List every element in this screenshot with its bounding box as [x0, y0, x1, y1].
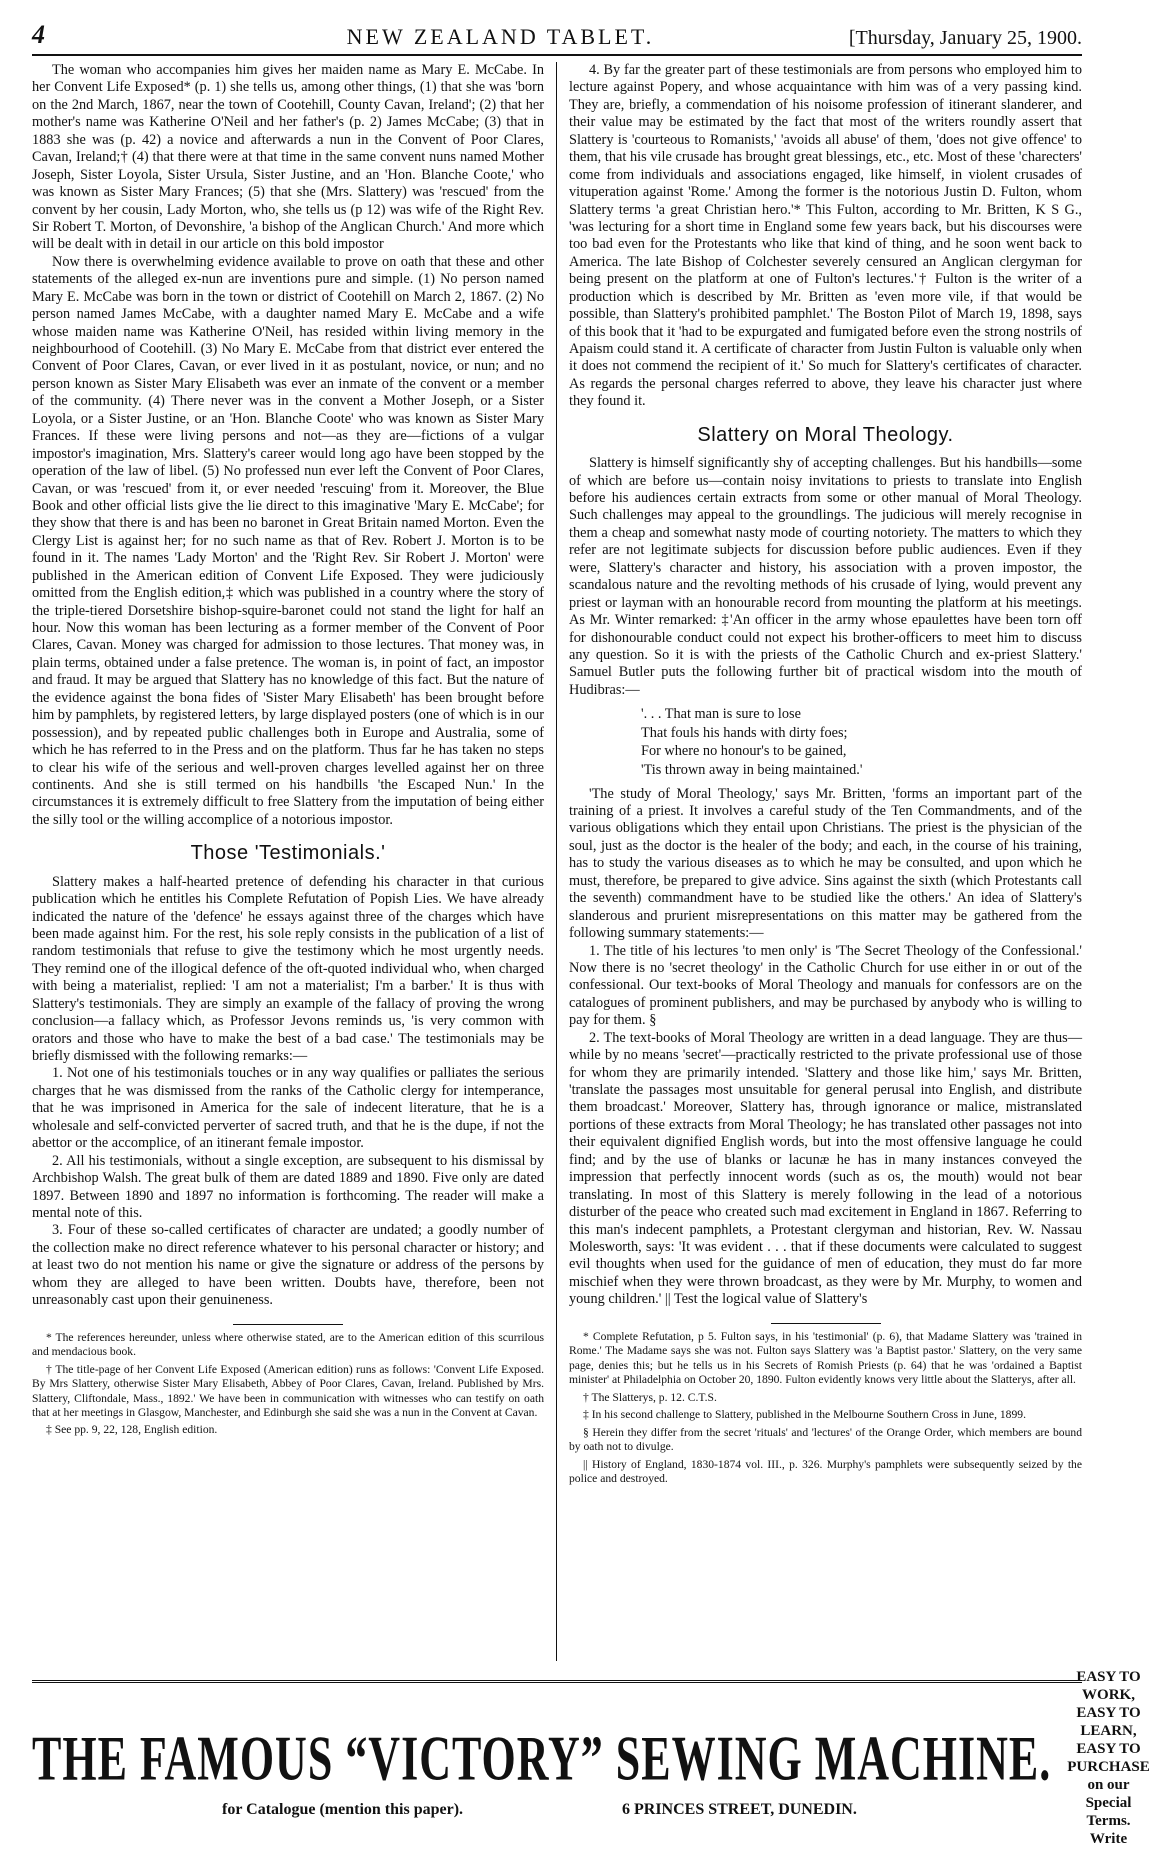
paragraph: Now there is overwhelming evidence available to prove on oath that these and other statements of the alleged ex-nun are inventions pure and simple. (1) No person named Mary E. McCabe was born in the town or district of Cootehill on March 2, 1867. (2) No person named James McCabe, with a daughter named Mary E. McCabe and a wife whose maiden name was Katherine O'Neil, has resided within living memory in the neighbourhood of Cootehill. (3) No Mary E. McCabe from that district ever entered the Convent of Poor Clares, Cavan, or ever lived in it as postulant, novice, or nun; and no person known as Sister Mary Elisabeth was ever an inmate of the convent or a member of the community. (4) There never was in the convent a Mother Joseph, or a Sister Loyola, or a Sister Justine, or an 'Hon. Blanche Coote' who was known as Sister Mary Frances. If these were living persons and not—as they are—fictions of a vulgar impostor's imagination, Mrs. Slattery's career would long ago have been stopped by the operation of the law of libel. (5) No professed nun ever left the Convent of Poor Clares, Cavan, or was 'rescued' from it, or ever needed 'rescuing' from it. Moreover, the Blue Book and other official lists give the lie direct to this imaginative 'Mary E. McCabe'; for they show that there is and has been no baronet in Great Britain named Morton. Even the Clergy List is against her; for no such name as that of Rev. Robert J. Morton is to be found in it. The names 'Lady Morton' and the 'Right Rev. Sir Robert J. Morton' were published in the American edition of Convent Life Exposed. They were judiciously omitted from the English edition,‡ which was published in a country where the story of the triple-tiered Dorsetshire bishop-squire-baronet could not stand the light for half an hour. Now this woman has been lecturing as a former member of the Convent of Poor Clares, Cavan. Money was charged for admission to those lectures. That money was, in plain terms, obtained under a false pretence. The woman is, in point of fact, an impostor and fraud. It may be argued that Slattery has no knowledge of this fact. But the nature of the evidence against the bona fides of 'Sister Mary Elisabeth' has been brought before him by pamphlets, by registered letters, by large displayed posters (one of which is in our possession), and by repeated public challenges both in Europe and Australia, some of which he has referred to in the Press and on the platform. Thus far he has taken no steps to clear his wife of the serious and well-proven charges levelled against her on three continents. And she is still termed on his handbills 'the Escaped Nun.' In the circumstances it is extremely difficult to free Slattery from the imputation of being either the silly tool or the willing accomplice of a notorious impostor.: [32, 253, 544, 828]
footnotes-right: [569, 1330, 1082, 1487]
paragraph: 'The study of Moral Theology,' says Mr. Britten, 'forms an important part of the training of a priest. It involves a careful study of the Ten Commandments, and of the various obligations which they entail upon Christians. The priest is the physician of the soul, just as the doctor is the healer of the body; and each, in the course of his training, has to study the various diseases as to which he may be consulted, and upon which he must, therefore, be prepared to give advice. Sins against the sixth (which Protestants call the seventh) commandment have to be studied like the others.' An idea of Slattery's slanderous and prurient misrepresentations on this matter may be gathered from the following summary statements:—: [569, 785, 1082, 942]
paragraph: 2. The text-books of Moral Theology are written in a dead language. They are thus—while by no means 'secret'—practically restricted to the private professional use of those for whom they are primarily intended. 'Slattery and those like him,' says Mr. Britten, 'translate the passages most unsuitable for general perusal into English, and distribute them broadcast.' Moreover, Slattery has, through ignorance or malice, mistranslated portions of these extracts from Moral Theology; he has translated other passages not into their equivalent dignified English words, but into the most offensive language he could find; and by the use of blanks or lacunæ he has in many instances conveyed the impression that perfectly innocent words (such as os, the mouth) would not bear translating. In most of this Slattery is merely following in the lead of a notorious disturber of the peace who created such mad excitement in England in 1867. Referring to this man's indecent pamphlets, a Protestant clergyman and historian, Rev. W. Nassau Molesworth, says: 'It was evident . . . that if these documents were calculated to suggest evil thoughts when used for the guidance of men of education, they must do far more mischief when they were thrown broadcast, as they were by Mr. Murphy, to women and young children.' || Test the logical value of Slattery's: [569, 1029, 1082, 1308]
masthead: [32, 14, 1082, 56]
footnote: † The title-page of her Convent Life Exposed (American edition) runs as follows: 'Convent Life Exposed. By Mrs Slattery, otherwise Sister Mary Elisabeth, Abbey of Poor Clares, Cavan, Ireland. Published by Mrs. Slattery, Cliftondale, Mass., 1892.' We have been in communication with witnesses who can testify on oath that at her meetings in Glasgow, Manchester, and Edinburgh she said she was a nun in the Convent at Cavan.: [32, 1362, 544, 1419]
paragraph: 4. By far the greater part of these testimonials are from persons who employed him to lecture against Popery, and whose acquaintance with him was of a very passing kind. They are, briefly, a commendation of his noisome profession of itinerant slanderer, and their value may be estimated by the fact that most of the writers roundly assert that Slattery is 'courteous to Romanists,' 'avoids all abuse' of them, 'does not give offence' to them, that his vile crusade has brought great blessings, etc., etc. Most of these 'charecters' come from individuals and associations engaged, like himself, in violent crusades of vituperation against 'Rome.' Among the former is the notorious Justin D. Fulton, whom Slattery terms 'a great Christian hero.'* This Fulton, according to Mr. Britten, K S G., 'was lecturing for a short time in England some few years back, but his discourses were too bad even for the Protestants who like that kind of thing, and he soon went back to America. The late Bishop of Colchester severely censured an Anglican clergyman for being present on the platform at one of Fulton's lectures.'† Fulton is the writer of a production which is described by Mr. Britten as 'even more vile, if that would be possible, than Slattery's prohibited pamphlet.' The Boston Pilot of March 19, 1898, says of this book that it 'had to be expurgated and fumigated before even the strong nostrils of Apaism could stand it. A certificate of character from Justin Fulton is valuable only when it does not commend the recipient of it.' So much for Slattery's certificates of character. As regards the personal charges referred to above, they leave his character just where they found it.: [569, 62, 1082, 410]
sewing-machine-advertisement: [32, 1669, 1150, 1847]
footnote: ‡ See pp. 9, 22, 128, English edition.: [46, 1423, 218, 1437]
paragraph: 2. All his testimonials, without a single exception, are subsequent to his dismissal by Archbishop Walsh. The great bulk of them are dated 1889 and 1890. Five only are dated 1897. Between 1890 and 1897 no information is forthcoming. The reader will make a mental note of this.: [32, 1152, 544, 1221]
section-heading-testimonials: Those 'Testimonials.': [190, 842, 386, 865]
footnote: * Complete Refutation, p 5. Fulton says, in his 'testimonial' (p. 6), that Madame Slattery was 'trained in Rome.' The Madame says she was not. Fulton says Slattery was 'a Baptist pastor.' Slattery, on the very same page, denies this; but he tells us in his Secrets of Romish Priests (p. 64) that he was 'ordained a Baptist minister' at Philadelphia on October 20, 1890. Fulton evidently knows very little about the Slatterys, after all.: [569, 1329, 1082, 1387]
paragraph: The woman who accompanies him gives her maiden name as Mary E. McCabe. In her Convent Life Exposed* (p. 1) she tells us, among other things, (1) that she was 'born on the 2nd March, 1867, near the town of Cootehill, County Cavan, Ireland'; (2) that her mother's name was Katherine O'Neil and her father's (p. 2) James McCabe; (3) that in 1883 she was (p. 42) a novice and afterwards a nun in the Convent of Poor Clares, Cavan, Ireland;† (4) that there were at that time in the same convent nuns named Mother Joseph, Sister Loyola, Sister Ursula, Sister Justine, and an 'Hon. Blanche Coote,' who was known as Sister Mary Frances; (5) that she (Mrs. Slattery) was 'rescued' from the convent by her cousin, Lady Morton, who, she tells us (p 12) was wife of the Right Rev. Sir Robert T. Morton, of Devonshire, 'a bishop of the Anglican Church.' And more which will be dealt with in detail in our article on this bold impostor: [32, 62, 544, 253]
ad-address: 6 PRINCES STREET, DUNEDIN.: [622, 1801, 857, 1818]
verse-line: For where no honour's to be gained,: [641, 743, 847, 760]
ad-side-text: EASY TO WORK, EASY TO LEARN, EASY TO PURCHASE on our Special Terms. Write: [1067, 1669, 1150, 1847]
page-number: 4: [32, 20, 45, 49]
footnote: * The references hereunder, unless where otherwise stated, are to the American edition of this scurrilous and mendacious book.: [32, 1330, 544, 1359]
footnote: ‡ In his second challenge to Slattery, published in the Melbourne Southern Cross in June, 1899.: [583, 1408, 1026, 1422]
footnotes-left: [32, 1331, 544, 1438]
paragraph: 1. Not one of his testimonials touches or in any way qualifies or palliates the serious charges that he was dismissed from the ranks of the Catholic clergy for intemperance, that he was imprisoned in America for the sale of indecent literature, that he is a wholesale and self-convicted perverter of sacred truth, and that he is the dupe, if not the abettor or the accomplice, of an itinerant female impostor.: [32, 1065, 544, 1152]
newspaper-title: NEW ZEALAND TABLET.: [346, 24, 655, 49]
right-column: [557, 62, 1082, 1661]
left-column: [32, 62, 557, 1661]
paragraph: 3. Four of these so-called certificates of character are undated; a goodly number of the collection make no direct reference whatever to his personal character or history; and at least two do not mention his name or give the signature or address of the persons by whom they are alleged to have been written. Doubts have, therefore, been not unreasonably cast upon their genuineness.: [32, 1222, 544, 1309]
article-columns: [32, 62, 1082, 1661]
ad-headline: THE FAMOUS “VICTORY” SEWING MACHINE.: [32, 1722, 1052, 1794]
ad-catalogue-note: for Catalogue (mention this paper).: [222, 1801, 464, 1818]
footnote: § Herein they differ from the secret 'rituals' and 'lectures' of the Orange Order, which members are bound by oath not to divulge.: [569, 1425, 1082, 1454]
issue-date: [Thursday, January 25, 1900.: [848, 27, 1082, 49]
footnote-divider: [771, 1323, 881, 1324]
section-heading-moral-theology: Slattery on Moral Theology.: [697, 423, 954, 446]
paragraph: 1. The title of his lectures 'to men only' is 'The Secret Theology of the Confessional.' Now there is no 'secret theology' in the Catholic Church for use either in or out of the confessional. Our text-books of Moral Theology and manuals for confessors are on the catalogues of prominent publishers, and may be purchased by anybody who is willing to pay for them. §: [569, 942, 1082, 1029]
footnote: || History of England, 1830-1874 vol. III., p. 326. Murphy's pamphlets were subsequently seized by the police and destroyed.: [569, 1457, 1082, 1486]
verse-line: That fouls his hands with dirty foes;: [641, 724, 848, 741]
paragraph: Slattery makes a half-hearted pretence of defending his character in that curious publication which he entitles his Complete Refutation of Popish Lies. We have already indicated the nature of the 'defence' he essays against three of the charges which have been made against him. For the rest, his sole reply consists in the publication of a list of random testimonials that refuse to give the testimony which he most urgently needs. They remind one of the illogical defence of the oft-quoted individual who, when charged with being a materialist, replied: 'I am not a materialist; I'm a barber.' It is thus with Slattery's testimonials. They are simply an example of the fallacy of proving the wrong conclusion—a fallacy which, as Professor Jevons reminds us, 'is very common with orators and those who have to make the best of a bad case.' The testimonials may be briefly dismissed with the following remarks:—: [32, 873, 544, 1065]
verse-line: 'Tis thrown away in being maintained.': [641, 762, 863, 778]
footnote: † The Slatterys, p. 12. C.T.S.: [583, 1390, 717, 1404]
paragraph: Slattery is himself significantly shy of accepting challenges. But his handbills—some of which are before us—contain noisy invitations to priests to translate into English before his audiences certain extracts from some or other manual of Moral Theology. Such challenges may appeal to the groundlings. The judicious will merely recognise in them a cheap and somewhat nasty mode of courting notoriety. The matters to which they refer are not legitimate subjects for discussion before public audiences. Even if they were, Slattery's character and history, his association with a proven impostor, the scandalous nature and the revolting methods of his crusade of lying, would prevent any priest or layman with an honourable record from mounting the platform at his meetings. As Mr. Winter remarked: ‡'An officer in the army whose epaulettes have been torn off for dishonourable conduct could not expect his brother-officers to meet him to discuss any question. So it is with the priests of the Catholic Church and ex-priest Slattery.' Samuel Butler puts the following further bit of practical wisdom into the mouth of Hudibras:—: [569, 455, 1082, 698]
verse-line: '. . . That man is sure to lose: [641, 706, 801, 723]
verse-quotation: [641, 705, 1082, 779]
footnote-divider: [233, 1324, 343, 1325]
